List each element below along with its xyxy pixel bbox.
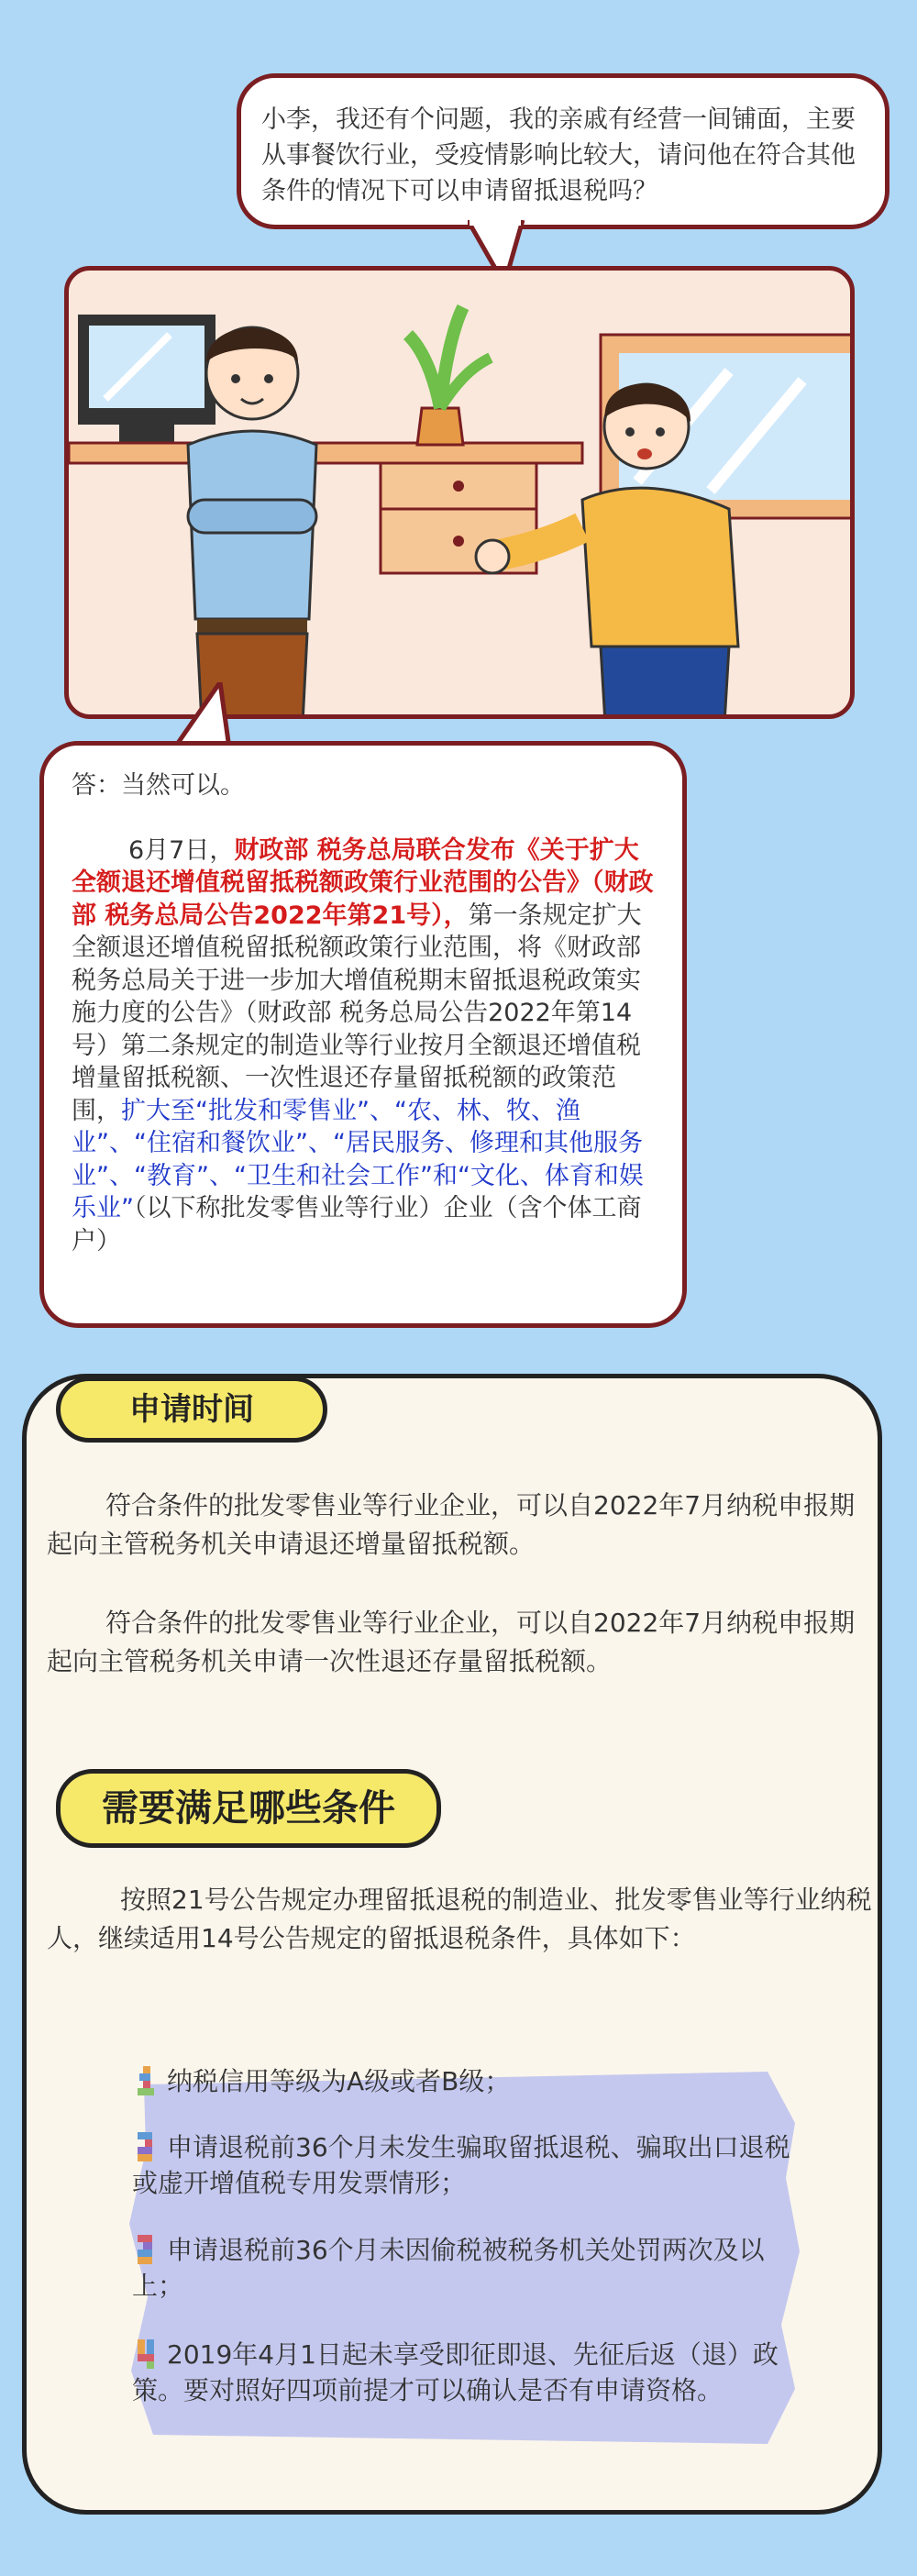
- number-3-icon: [132, 2231, 158, 2268]
- answer-body: [72, 835, 655, 1258]
- conditions-intro-paragraph: 按照21号公告规定办理留抵退税的制造业、批发零售业等行业纳税人，继续适用14号公告规定的留抵退税条件，具体如下：: [47, 1885, 872, 1953]
- answer-industry-list: 扩大至“批发和零售业”、“农、林、牧、渔业”、“住宿和餐饮业”、“居民服务、修理和其他服务业”、“教育”、“卫生和社会工作”和“文化、体育和娱乐业”: [72, 1096, 644, 1222]
- illustration-scene: [64, 266, 855, 719]
- answer-bubble: [39, 741, 687, 1328]
- condition-text-3: 申请退税前36个月未因偷税被税务机关处罚两次及以上；: [132, 2235, 765, 2301]
- answer-tail-text: （以下称批发零售业等行业）企业（含个体工商户）: [72, 1194, 642, 1255]
- condition-text-4: 2019年4月1日起未享受即征即退、先征后返（退）政策。要对照好四项前提才可以确认是否有申请资格。: [132, 2339, 779, 2405]
- condition-text-1: 纳税信用等级为A级或者B级；: [167, 2066, 511, 2096]
- number-4-icon: [132, 2336, 158, 2372]
- condition-item: [132, 2062, 792, 2099]
- answer-policy-text: 第一条规定扩大全额退还增值税留抵税额政策行业范围，将《财政部 税务总局关于进一步加大增值税期末留抵退税政策实施力度的公告》（财政部 税务总局公告2022年第14号）第二条规定的制造业等行业按月全额退还增值税增量留抵税额、一次性退还存量留抵税额的政策范围，: [72, 901, 642, 1125]
- office-conversation-illustration: [69, 271, 855, 719]
- condition-text-2: 申请退税前36个月未发生骗取留抵退税、骗取出口退税或虚开增值税专用发票情形；: [132, 2132, 790, 2198]
- section-title-application-time: 申请时间: [56, 1376, 327, 1443]
- condition-item: [132, 2336, 792, 2408]
- number-2-icon: [132, 2128, 158, 2165]
- info-panel: [22, 1374, 882, 2515]
- number-1-icon: [132, 2062, 158, 2099]
- application-time-paragraph-1: 符合条件的批发零售业等行业企业，可以自2022年7月纳税申报期起向主管税务机关申请退还增量留抵税额。: [47, 1490, 856, 1559]
- condition-item: [132, 2128, 792, 2201]
- question-text: 小李，我还有个问题，我的亲戚有经营一间铺面，主要从事餐饮行业，受疫情影响比较大，请问他在符合其他条件的情况下可以申请留抵退税吗？: [261, 105, 856, 205]
- application-time-paragraph-2: 符合条件的批发零售业等行业企业，可以自2022年7月纳税申报期起向主管税务机关申请一次性退还存量留抵税额。: [47, 1608, 856, 1676]
- question-bubble: [237, 73, 889, 229]
- answer-announcement-title: 财政部 税务总局联合发布《关于扩大全额退还增值税留抵税额政策行业范围的公告》（财政部 税务总局公告2022年第21号），: [72, 835, 654, 930]
- answer-date: 6月7日，: [128, 835, 235, 865]
- answer-intro: 答：当然可以。: [72, 771, 245, 800]
- condition-item: [132, 2231, 792, 2304]
- section-title-conditions: 需要满足哪些条件: [56, 1769, 441, 1848]
